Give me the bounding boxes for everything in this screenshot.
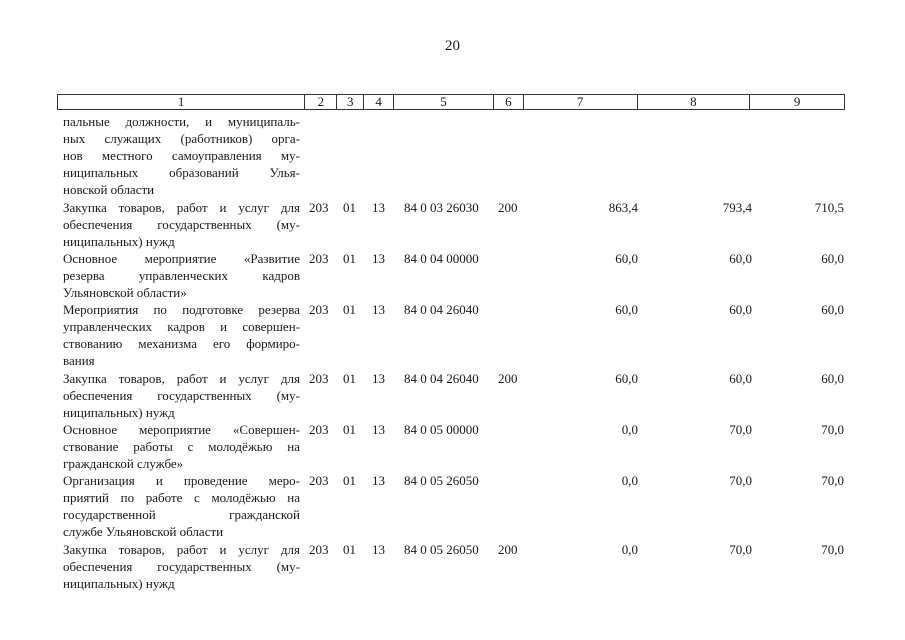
amount-col-7: 60,0 (615, 371, 638, 386)
expense-type: 200 (498, 371, 518, 386)
amount-col-9: 710,5 (814, 200, 844, 215)
row-description (63, 250, 300, 301)
section-code: 01 (343, 371, 356, 386)
amount-col-8: 60,0 (729, 302, 752, 317)
description-line: Закупка товаров, работ и услуг для (63, 371, 300, 386)
amount-col-9: 70,0 (821, 473, 844, 488)
row-description (63, 472, 300, 540)
amount-col-8: 60,0 (729, 251, 752, 266)
description-line: ствованию механизма его формиро- (63, 336, 300, 351)
description-line: Основное мероприятие «Совершен- (63, 422, 300, 437)
expense-type: 200 (498, 200, 518, 215)
amount-col-9: 60,0 (821, 302, 844, 317)
admin-code: 203 (309, 473, 329, 488)
description-line: обеспечения государственных (му- (63, 388, 300, 403)
column-header-9: 9 (793, 94, 801, 109)
subsection-code: 13 (372, 542, 385, 557)
amount-col-8: 70,0 (729, 542, 752, 557)
row-description (63, 370, 300, 421)
section-code: 01 (343, 302, 356, 317)
section-code: 01 (343, 200, 356, 215)
description-line: пальные должности, и муниципаль- (63, 114, 300, 129)
section-code: 01 (343, 473, 356, 488)
expense-type: 200 (498, 542, 518, 557)
description-line: Ульяновской области» (63, 285, 187, 300)
description-line: службе Ульяновской области (63, 524, 224, 539)
admin-code: 203 (309, 371, 329, 386)
admin-code: 203 (309, 251, 329, 266)
description-line: приятий по работе с молодёжью на (63, 490, 300, 505)
target-article: 84 0 05 00000 (404, 422, 479, 437)
description-line: государственной гражданской (63, 507, 300, 522)
description-line: ствование работы с молодёжью на (63, 439, 300, 454)
amount-col-9: 60,0 (821, 251, 844, 266)
row-description (63, 421, 300, 472)
amount-col-7: 0,0 (621, 542, 638, 557)
description-line: управленческих кадров и совершен- (63, 319, 300, 334)
description-line: обеспечения государственных (му- (63, 559, 300, 574)
column-header-1: 1 (58, 95, 305, 109)
page-number: 20 (445, 38, 460, 54)
admin-code: 203 (309, 302, 329, 317)
description-line: нов местного самоуправления му- (63, 148, 300, 163)
amount-col-8: 793,4 (722, 200, 752, 215)
section-code: 01 (343, 422, 356, 437)
description-line: ниципальных) нужд (63, 576, 175, 591)
description-line: вания (63, 353, 95, 368)
column-header-6: 6 (494, 95, 524, 109)
row-description (63, 113, 300, 198)
column-header-4: 4 (364, 95, 394, 109)
description-line: обеспечения государственных (му- (63, 217, 300, 232)
row-description (63, 541, 300, 592)
description-line: ниципальных образований Улья- (63, 165, 300, 180)
amount-col-7: 60,0 (615, 302, 638, 317)
subsection-code: 13 (372, 200, 385, 215)
amount-col-7: 0,0 (621, 422, 638, 437)
description-line: резерва управленческих кадров (63, 268, 300, 283)
target-article: 84 0 04 00000 (404, 251, 479, 266)
subsection-code: 13 (372, 302, 385, 317)
row-description (63, 301, 300, 369)
row-description (63, 199, 300, 250)
column-header-2: 2 (305, 95, 337, 109)
description-line: ниципальных) нужд (63, 234, 175, 249)
target-article: 84 0 03 26030 (404, 200, 479, 215)
admin-code: 203 (309, 200, 329, 215)
amount-col-9: 70,0 (821, 542, 844, 557)
column-header-8: 8 (638, 95, 751, 109)
description-line: ных служащих (работников) орга- (63, 131, 300, 146)
column-header-7: 7 (524, 95, 638, 109)
description-line: Закупка товаров, работ и услуг для (63, 542, 300, 557)
description-line: Основное мероприятие «Развитие (63, 251, 300, 266)
description-line: гражданской службе» (63, 456, 184, 471)
description-line: Закупка товаров, работ и услуг для (63, 200, 300, 215)
subsection-code: 13 (372, 473, 385, 488)
section-code: 01 (343, 542, 356, 557)
subsection-code: 13 (372, 251, 385, 266)
section-code: 01 (343, 251, 356, 266)
amount-col-8: 60,0 (729, 371, 752, 386)
amount-col-7: 0,0 (621, 473, 638, 488)
amount-col-9: 60,0 (821, 371, 844, 386)
column-header-5: 5 (394, 95, 494, 109)
description-line: ниципальных) нужд (63, 405, 175, 420)
column-header-3: 3 (337, 95, 364, 109)
description-line: Организация и проведение меро- (63, 473, 300, 488)
target-article: 84 0 05 26050 (404, 473, 479, 488)
amount-col-7: 863,4 (608, 200, 638, 215)
amount-col-9: 70,0 (821, 422, 844, 437)
subsection-code: 13 (372, 422, 385, 437)
target-article: 84 0 04 26040 (404, 371, 479, 386)
amount-col-7: 60,0 (615, 251, 638, 266)
target-article: 84 0 05 26050 (404, 542, 479, 557)
description-line: новской области (63, 182, 155, 197)
description-line: Мероприятия по подготовке резерва (63, 302, 300, 317)
subsection-code: 13 (372, 371, 385, 386)
admin-code: 203 (309, 542, 329, 557)
amount-col-8: 70,0 (729, 422, 752, 437)
target-article: 84 0 04 26040 (404, 302, 479, 317)
admin-code: 203 (309, 422, 329, 437)
amount-col-8: 70,0 (729, 473, 752, 488)
